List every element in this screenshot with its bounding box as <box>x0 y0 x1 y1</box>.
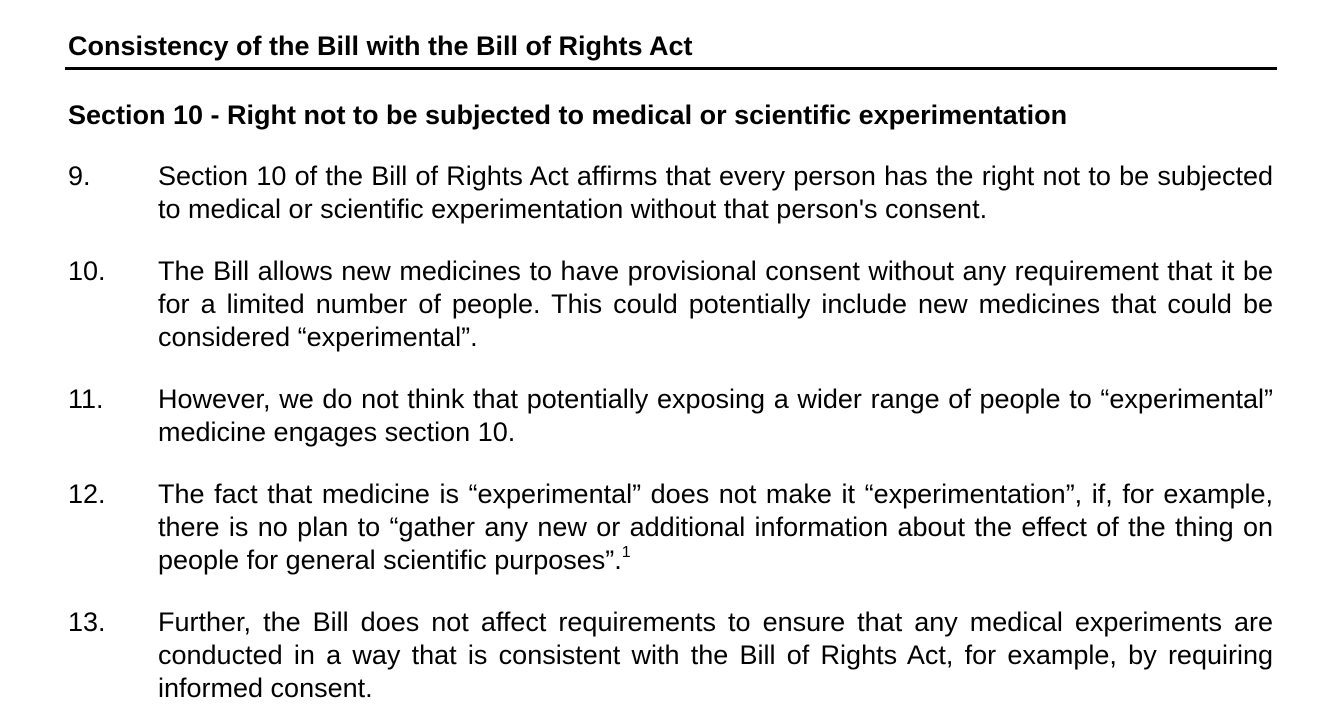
paragraph-text: The Bill allows new medicines to have provisional consent without any requirement that it be for a limited number of people. This could potentially include new medicines that could be considered “experimental”. <box>158 256 1273 352</box>
paragraph-9 <box>68 160 1273 226</box>
paragraph-number: 13. <box>68 607 106 637</box>
paragraph-number: 9. <box>68 161 91 191</box>
paragraph-text <box>158 478 1273 577</box>
paragraph-number: 12. <box>68 479 106 509</box>
paragraph-13 <box>68 606 1273 705</box>
paragraph-12 <box>68 478 1273 577</box>
paragraph-number: 10. <box>68 256 106 286</box>
title-underline-divider <box>65 67 1277 70</box>
section-heading: Section 10 - Right not to be subjected to medical or scientific experimentation <box>68 100 1068 130</box>
paragraph-text: However, we do not think that potentially exposing a wider range of people to “experimental” medicine engages section 10. <box>158 384 1273 447</box>
footnote-reference[interactable]: 1 <box>621 544 631 561</box>
paragraph-11 <box>68 383 1273 449</box>
paragraph-body: The fact that medicine is “experimental” does not make it “experimentation”, if, for example, there is no plan to “gather any new or additional information about the effect of the thing on people for general scientific purposes”. <box>158 479 1273 575</box>
document-title: Consistency of the Bill with the Bill of Rights Act <box>68 31 693 61</box>
paragraph-text: Further, the Bill does not affect requirements to ensure that any medical experiments are conducted in a way that is consistent with the Bill of Rights Act, for example, by requiring informed consent. <box>158 607 1273 703</box>
paragraph-10 <box>68 255 1273 354</box>
paragraph-number: 11. <box>68 384 104 414</box>
paragraph-text: Section 10 of the Bill of Rights Act affirms that every person has the right not to be subjected to medical or scientific experimentation without that person's consent. <box>158 161 1273 224</box>
